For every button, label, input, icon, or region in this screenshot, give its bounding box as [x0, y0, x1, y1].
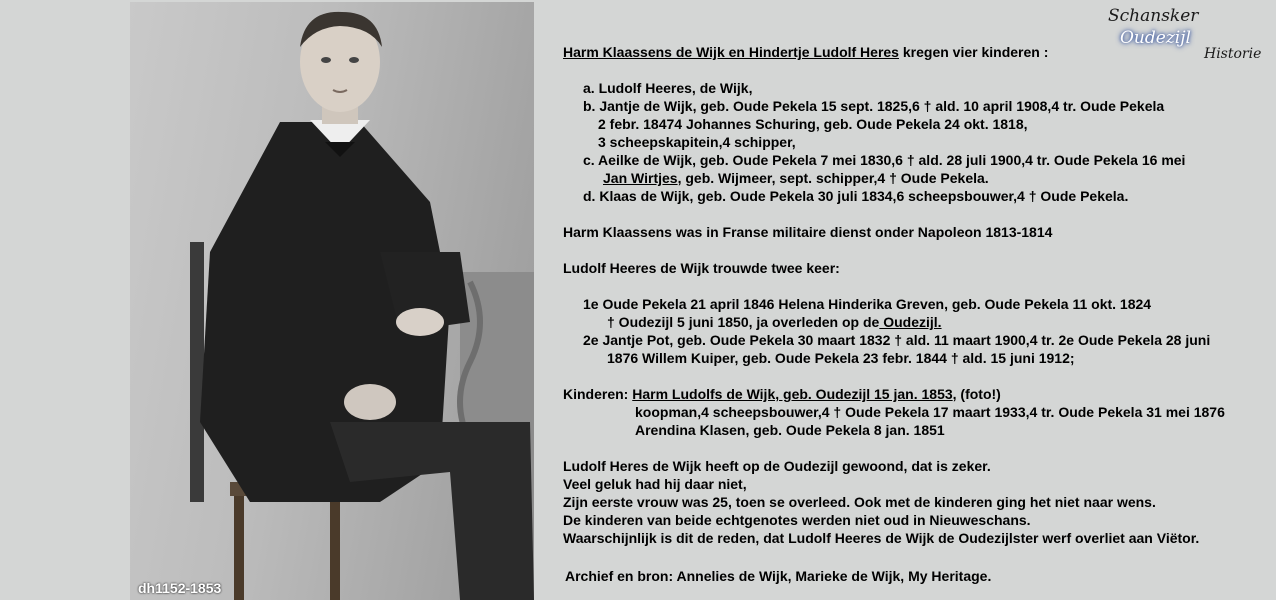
child-b-line3: 3 scheepskapitein,4 schipper, — [598, 134, 796, 150]
kinderen-rest: , (foto!) — [952, 386, 1001, 402]
logo-line-3: Historie — [1204, 46, 1262, 62]
para-line: Veel geluk had hij daar niet, — [563, 476, 747, 492]
kinderen-line1 — [563, 385, 1263, 403]
child-a: a. Ludolf Heeres, de Wijk, — [583, 80, 753, 96]
para-line: De kinderen van beide echtgenotes werden niet oud in Nieuweschans. — [563, 512, 1031, 528]
child-c-line2 — [563, 169, 1263, 187]
marriage1-line1: 1e Oude Pekela 21 april 1846 Helena Hinderika Greven, geb. Oude Pekela 11 okt. 1824 — [583, 296, 1152, 312]
child-c-line1: c. Aeilke de Wijk, geb. Oude Pekela 7 mei 1830,6 † ald. 28 juli 1900,4 tr. Oude Pekela 16 mei — [583, 152, 1186, 168]
genealogy-text — [563, 43, 1263, 585]
child-b-line2: 2 febr. 18474 Johannes Schuring, geb. Oude Pekela 24 okt. 1818, — [598, 116, 1028, 132]
marriage2-line2: 1876 Willem Kuiper, geb. Oude Pekela 23 febr. 1844 † ald. 15 juni 1912; — [607, 350, 1075, 366]
para-line: Ludolf Heres de Wijk heeft op de Oudezijl gewoond, dat is zeker. — [563, 458, 991, 474]
harm-ludolfs-link[interactable]: Harm Ludolfs de Wijk, geb. Oudezijl 15 jan. 1853 — [632, 386, 953, 402]
child-b-line1: b. Jantje de Wijk, geb. Oude Pekela 15 sept. 1825,6 † ald. 10 april 1908,4 tr. Oude Pekela — [583, 98, 1165, 114]
kinderen-line3: Arendina Klasen, geb. Oude Pekela 8 jan. 1851 — [635, 422, 945, 438]
marriage2-line1: 2e Jantje Pot, geb. Oude Pekela 30 maart 1832 † ald. 11 maart 1900,4 tr. 2e Oude Pekela 28 juni — [583, 332, 1211, 348]
logo-line-1: Schansker — [1108, 6, 1199, 26]
child-c-line2-rest: , geb. Wijmeer, sept. schipper,4 † Oude Pekela. — [677, 170, 989, 186]
married-twice-line: Ludolf Heeres de Wijk trouwde twee keer: — [563, 260, 840, 276]
marriage1-line2-text: † Oudezijl 5 juni 1850, ja overleden op de — [607, 314, 880, 330]
oudezijl-link[interactable]: Oudezijl. — [879, 314, 942, 330]
portrait-illustration — [130, 2, 534, 600]
para-line: Waarschijnlijk is dit de reden, dat Ludolf Heeres de Wijk de Oudezijlster werf overliet aan Viëtor. — [563, 530, 1200, 546]
portrait-photo — [130, 2, 534, 600]
marriage1-line2 — [563, 313, 1263, 331]
photo-caption: dh1152-1853 — [138, 580, 222, 596]
intro-rest: kregen vier kinderen : — [898, 44, 1049, 60]
para-line: Zijn eerste vrouw was 25, toen se overleed. Ook met de kinderen ging het niet naar wens. — [563, 494, 1156, 510]
child-d: d. Klaas de Wijk, geb. Oude Pekela 30 juli 1834,6 scheepsbouwer,4 † Oude Pekela. — [583, 188, 1129, 204]
jan-wirtjes-link[interactable]: Jan Wirtjes — [603, 170, 678, 186]
military-line: Harm Klaassens was in Franse militaire dienst onder Napoleon 1813-1814 — [563, 224, 1053, 240]
intro-parents-link[interactable]: Harm Klaassens de Wijk en Hindertje Ludolf Heres — [563, 44, 899, 60]
intro-line — [563, 43, 1263, 61]
kinderen-label: Kinderen: — [563, 386, 633, 402]
kinderen-line2: koopman,4 scheepsbouwer,4 † Oude Pekela 17 maart 1933,4 tr. Oude Pekela 31 mei 1876 — [635, 404, 1225, 420]
source-line: Archief en bron: Annelies de Wijk, Marieke de Wijk, My Heritage. — [565, 568, 992, 584]
logo-line-2: Oudezijl — [1120, 28, 1191, 48]
